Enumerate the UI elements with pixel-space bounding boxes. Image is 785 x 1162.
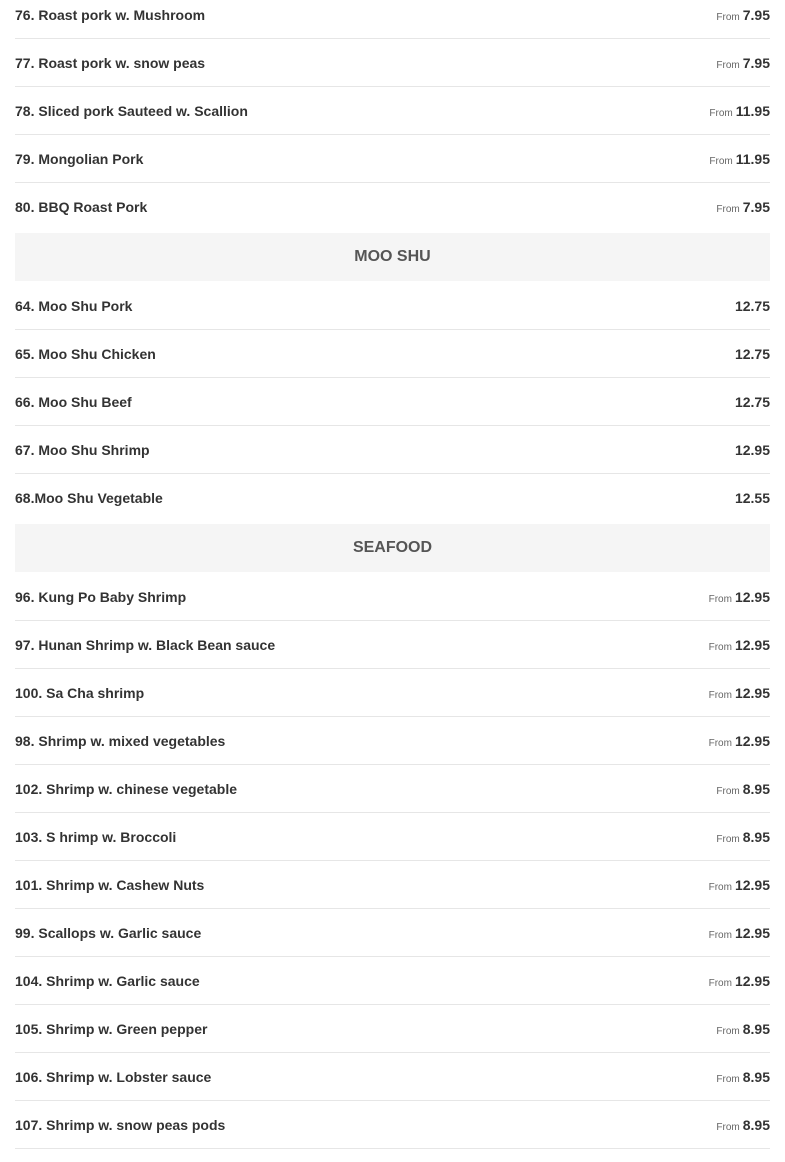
price-amount: 8.95 bbox=[742, 1117, 770, 1133]
price-amount: 12.95 bbox=[734, 442, 770, 458]
from-label: From bbox=[709, 108, 733, 119]
menu-item[interactable] bbox=[15, 0, 770, 39]
from-label: From bbox=[709, 156, 733, 167]
price-amount: 12.95 bbox=[734, 685, 770, 701]
menu-item[interactable] bbox=[15, 957, 770, 1005]
from-label: From bbox=[708, 690, 732, 701]
item-price bbox=[709, 925, 770, 944]
item-name: 68.Moo Shu Vegetable bbox=[15, 490, 163, 506]
item-name: 105. Shrimp w. Green pepper bbox=[15, 1021, 208, 1037]
item-price bbox=[716, 55, 770, 74]
from-label: From bbox=[716, 1074, 740, 1085]
item-name: 77. Roast pork w. snow peas bbox=[15, 55, 206, 71]
menu-item[interactable] bbox=[15, 39, 770, 87]
item-name: 64. Moo Shu Pork bbox=[15, 298, 133, 314]
item-price bbox=[716, 1021, 770, 1040]
from-label: From bbox=[716, 786, 740, 797]
price-amount: 12.75 bbox=[734, 298, 770, 314]
from-label: From bbox=[716, 1026, 740, 1037]
section-header-seafood: SEAFOOD bbox=[15, 524, 770, 572]
section-header-moo-shu: MOO SHU bbox=[15, 233, 770, 281]
menu-item[interactable] bbox=[15, 669, 770, 717]
menu-item[interactable] bbox=[15, 426, 770, 474]
menu-item[interactable] bbox=[15, 135, 770, 183]
item-name: 65. Moo Shu Chicken bbox=[15, 346, 156, 362]
from-label: From bbox=[708, 930, 732, 941]
item-name: 80. BBQ Roast Pork bbox=[15, 199, 148, 215]
item-name: 76. Roast pork w. Mushroom bbox=[15, 7, 206, 23]
menu-item[interactable] bbox=[15, 573, 770, 621]
menu-item[interactable] bbox=[15, 1005, 770, 1053]
item-price bbox=[716, 7, 770, 26]
menu-item[interactable] bbox=[15, 378, 770, 426]
menu-item[interactable] bbox=[15, 330, 770, 378]
item-name: 102. Shrimp w. chinese vegetable bbox=[15, 781, 238, 797]
from-label: From bbox=[716, 1122, 740, 1133]
menu-item[interactable] bbox=[15, 87, 770, 135]
item-price bbox=[735, 346, 770, 362]
price-amount: 7.95 bbox=[742, 7, 770, 23]
menu-item[interactable] bbox=[15, 474, 770, 522]
from-label: From bbox=[708, 738, 732, 749]
from-label: From bbox=[708, 642, 732, 653]
item-name: 96. Kung Po Baby Shrimp bbox=[15, 589, 187, 605]
item-name: 107. Shrimp w. snow peas pods bbox=[15, 1117, 226, 1133]
item-price bbox=[709, 973, 770, 992]
menu-item[interactable] bbox=[15, 861, 770, 909]
price-amount: 8.95 bbox=[742, 1021, 770, 1037]
item-price bbox=[716, 199, 770, 218]
item-price bbox=[735, 490, 770, 506]
item-price bbox=[716, 1117, 770, 1136]
from-label: From bbox=[716, 204, 740, 215]
item-name: 101. Shrimp w. Cashew Nuts bbox=[15, 877, 205, 893]
item-price bbox=[709, 103, 770, 122]
item-name: 104. Shrimp w. Garlic sauce bbox=[15, 973, 200, 989]
menu-item[interactable] bbox=[15, 282, 770, 330]
price-amount: 12.55 bbox=[734, 490, 770, 506]
from-label: From bbox=[716, 12, 740, 23]
item-price bbox=[716, 781, 770, 800]
price-amount: 11.95 bbox=[735, 151, 770, 167]
price-amount: 12.95 bbox=[734, 877, 770, 893]
price-amount: 7.95 bbox=[742, 55, 770, 71]
item-price bbox=[716, 1069, 770, 1088]
item-price bbox=[735, 298, 770, 314]
menu-item[interactable] bbox=[15, 1101, 770, 1149]
item-price bbox=[735, 394, 770, 410]
from-label: From bbox=[716, 60, 740, 71]
item-name: 103. S hrimp w. Broccoli bbox=[15, 829, 177, 845]
item-name: 78. Sliced pork Sauteed w. Scallion bbox=[15, 103, 248, 119]
menu-item[interactable] bbox=[15, 813, 770, 861]
price-amount: 8.95 bbox=[742, 829, 770, 845]
item-price bbox=[709, 151, 770, 170]
price-amount: 7.95 bbox=[742, 199, 770, 215]
from-label: From bbox=[708, 882, 732, 893]
item-name: 66. Moo Shu Beef bbox=[15, 394, 132, 410]
item-price bbox=[709, 637, 770, 656]
price-amount: 12.95 bbox=[734, 925, 770, 941]
item-name: 100. Sa Cha shrimp bbox=[15, 685, 145, 701]
item-price bbox=[716, 829, 770, 848]
from-label: From bbox=[708, 978, 732, 989]
item-name: 67. Moo Shu Shrimp bbox=[15, 442, 150, 458]
item-price bbox=[735, 442, 770, 458]
item-name: 79. Mongolian Pork bbox=[15, 151, 144, 167]
item-name: 98. Shrimp w. mixed vegetables bbox=[15, 733, 226, 749]
from-label: From bbox=[708, 594, 732, 605]
price-amount: 8.95 bbox=[742, 781, 770, 797]
menu-item[interactable] bbox=[15, 765, 770, 813]
price-amount: 12.95 bbox=[734, 733, 770, 749]
price-amount: 11.95 bbox=[735, 103, 770, 119]
price-amount: 8.95 bbox=[742, 1069, 770, 1085]
item-name: 106. Shrimp w. Lobster sauce bbox=[15, 1069, 212, 1085]
price-amount: 12.95 bbox=[734, 973, 770, 989]
menu-item[interactable] bbox=[15, 183, 770, 231]
price-amount: 12.75 bbox=[734, 394, 770, 410]
item-price bbox=[709, 685, 770, 704]
item-price bbox=[709, 733, 770, 752]
item-price bbox=[709, 589, 770, 608]
item-name: 99. Scallops w. Garlic sauce bbox=[15, 925, 202, 941]
item-name: 97. Hunan Shrimp w. Black Bean sauce bbox=[15, 637, 276, 653]
menu-item[interactable] bbox=[15, 1053, 770, 1101]
menu-item[interactable] bbox=[15, 909, 770, 957]
price-amount: 12.75 bbox=[734, 346, 770, 362]
price-amount: 12.95 bbox=[734, 637, 770, 653]
price-amount: 12.95 bbox=[734, 589, 770, 605]
from-label: From bbox=[716, 834, 740, 845]
menu-item[interactable] bbox=[15, 621, 770, 669]
menu-list bbox=[15, 0, 770, 1149]
item-price bbox=[709, 877, 770, 896]
menu-item[interactable] bbox=[15, 717, 770, 765]
